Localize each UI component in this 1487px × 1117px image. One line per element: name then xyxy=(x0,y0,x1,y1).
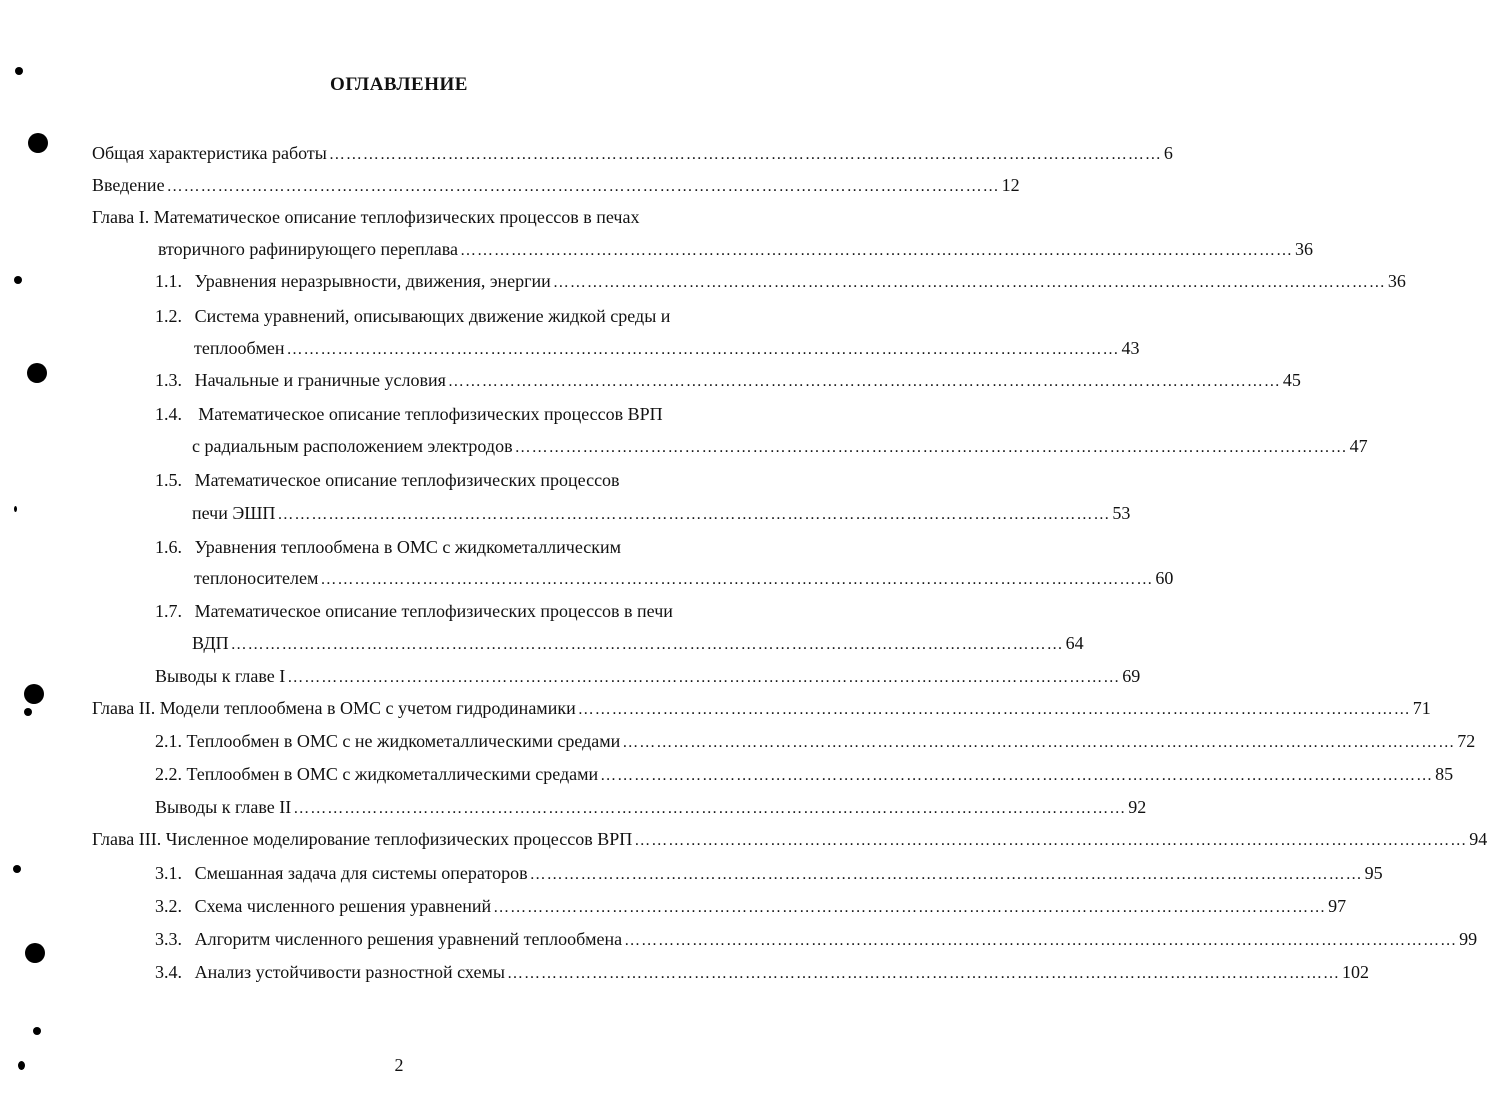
toc-entry[interactable] xyxy=(155,928,1478,952)
toc-entry-title: 2.1. Теплообмен в ОМС с не жидкометаллическими средами xyxy=(155,731,621,751)
toc-entry-title: вторичного рафинирующего переплава xyxy=(158,239,458,259)
dot-leader: ………………………………………………………………………………………………………………………………… xyxy=(287,669,1121,686)
toc-page-number: 36 xyxy=(1387,271,1406,291)
scan-speck xyxy=(14,276,22,284)
toc-entry[interactable] xyxy=(155,862,1383,886)
page-number: 2 xyxy=(394,1055,404,1075)
dot-leader: ………………………………………………………………………………………………………………………………… xyxy=(600,767,1434,784)
toc-entry-title: Алгоритм численного решения уравнений теплообмена xyxy=(194,929,623,949)
toc-section-number: 1.7. xyxy=(155,601,182,621)
toc-section-number: 3.2. xyxy=(155,896,182,916)
toc-page-number: 45 xyxy=(1282,370,1301,390)
toc-entry-title: Глава II. Модели теплообмена в ОМС с учетом гидродинамики xyxy=(92,698,576,718)
toc-entry-title: Общая характеристика работы xyxy=(92,143,327,163)
dot-leader: ………………………………………………………………………………………………………………………………… xyxy=(624,932,1458,949)
toc-page-number: 47 xyxy=(1349,436,1368,456)
toc-entry-title: Уравнения неразрывности, движения, энергии xyxy=(194,271,551,291)
toc-entry[interactable] xyxy=(192,502,1131,526)
toc-page-number: 95 xyxy=(1364,863,1383,883)
toc-entry[interactable] xyxy=(194,567,1174,591)
dot-leader: ………………………………………………………………………………………………………………………………… xyxy=(286,341,1120,358)
toc-section-number: 3.1. xyxy=(155,863,182,883)
toc-page-number: 71 xyxy=(1412,698,1431,718)
toc-entry-title: ВДП xyxy=(192,633,229,653)
toc-page-number: 36 xyxy=(1294,239,1313,259)
toc-entry[interactable] xyxy=(92,174,1020,198)
toc-page-number: 102 xyxy=(1341,962,1369,982)
toc-page-number: 43 xyxy=(1121,338,1140,358)
dot-leader: ………………………………………………………………………………………………………………………………… xyxy=(552,274,1386,291)
toc-section-number: 1.4. xyxy=(155,404,182,424)
toc-entry[interactable] xyxy=(155,730,1476,754)
toc-section-number: 3.4. xyxy=(155,962,182,982)
toc-entry-line xyxy=(155,600,673,622)
dot-leader: ………………………………………………………………………………………………………………………………… xyxy=(459,242,1293,259)
dot-leader: ………………………………………………………………………………………………………………………………… xyxy=(493,899,1327,916)
toc-entry-title: Математическое описание теплофизических процессов ВРП xyxy=(198,404,663,424)
toc-entry[interactable] xyxy=(155,763,1454,787)
punch-hole xyxy=(28,133,48,153)
toc-page-number: 53 xyxy=(1112,503,1131,523)
toc-entry-title: теплообмен xyxy=(194,338,285,358)
toc-page-number: 92 xyxy=(1128,797,1147,817)
toc-entry-title: теплоносителем xyxy=(194,568,319,588)
punch-hole xyxy=(25,943,45,963)
dot-leader: ………………………………………………………………………………………………………………………………… xyxy=(506,965,1340,982)
dot-leader: ………………………………………………………………………………………………………………………………… xyxy=(293,800,1127,817)
dot-leader: ………………………………………………………………………………………………………………………………… xyxy=(634,832,1468,849)
toc-section-number: 1.2. xyxy=(155,306,182,326)
toc-entry-line xyxy=(155,305,670,327)
toc-entry-line xyxy=(155,469,620,491)
toc-entry-title: Смешанная задача для системы операторов xyxy=(194,863,528,883)
toc-section-number: 1.3. xyxy=(155,370,182,390)
toc-entry[interactable] xyxy=(158,238,1313,262)
toc-entry-title: Введение xyxy=(92,175,165,195)
toc-entry[interactable] xyxy=(192,435,1368,459)
toc-entry-title: с радиальным расположением электродов xyxy=(192,436,513,456)
dot-leader: ………………………………………………………………………………………………………………………………… xyxy=(514,439,1348,456)
toc-section-number: 1.6. xyxy=(155,537,182,557)
dot-leader: ………………………………………………………………………………………………………………………………… xyxy=(166,178,1000,195)
toc-page-number: 97 xyxy=(1328,896,1347,916)
scan-speck xyxy=(14,506,17,512)
toc-entry-title: Глава III. Численное моделирование теплофизических процессов ВРП xyxy=(92,829,633,849)
dot-leader: ………………………………………………………………………………………………………………………………… xyxy=(230,636,1064,653)
toc-page-number: 12 xyxy=(1001,175,1020,195)
toc-entry[interactable] xyxy=(155,665,1141,689)
toc-entry[interactable] xyxy=(155,270,1406,294)
toc-page-number: 64 xyxy=(1065,633,1084,653)
scan-speck xyxy=(33,1027,41,1035)
toc-entry[interactable] xyxy=(192,632,1084,656)
toc-entry[interactable] xyxy=(155,369,1301,393)
toc-page-number: 94 xyxy=(1469,829,1487,849)
toc-entry-title: Уравнения теплообмена в ОМС с жидкометаллическим xyxy=(194,537,622,557)
dot-leader: ………………………………………………………………………………………………………………………………… xyxy=(328,146,1162,163)
toc-entry[interactable] xyxy=(92,142,1173,166)
punch-hole xyxy=(24,684,44,704)
toc-entry-title: печи ЭШП xyxy=(192,503,276,523)
toc-entry-title: Начальные и граничные условия xyxy=(194,370,446,390)
toc-entry-line xyxy=(155,536,621,558)
toc-chapter-title: Глава I. Математическое описание теплофизических процессов в печах xyxy=(92,207,640,227)
dot-leader: ………………………………………………………………………………………………………………………………… xyxy=(577,701,1411,718)
toc-entry-title: Схема численного решения уравнений xyxy=(194,896,492,916)
toc-entry[interactable] xyxy=(155,961,1369,985)
toc-section-number: 1.1. xyxy=(155,271,182,291)
toc-section-number: 1.5. xyxy=(155,470,182,490)
toc-entry[interactable] xyxy=(194,337,1140,361)
toc-entry-title: Математическое описание теплофизических процессов в печи xyxy=(194,601,673,621)
toc-page-number: 60 xyxy=(1155,568,1174,588)
toc-entry-line xyxy=(155,403,663,425)
toc-section-number: 3.3. xyxy=(155,929,182,949)
punch-hole xyxy=(27,363,47,383)
dot-leader: ………………………………………………………………………………………………………………………………… xyxy=(320,571,1154,588)
page-title: ОГЛАВЛЕНИЕ xyxy=(330,74,468,95)
toc-entry-title: Система уравнений, описывающих движение жидкой среды и xyxy=(194,306,671,326)
toc-entry[interactable] xyxy=(155,895,1347,919)
toc-page-number: 85 xyxy=(1435,764,1454,784)
toc-entry[interactable] xyxy=(155,796,1147,820)
dot-leader: ………………………………………………………………………………………………………………………………… xyxy=(529,866,1363,883)
toc-entry-title: Математическое описание теплофизических процессов xyxy=(194,470,620,490)
toc-entry-title: 2.2. Теплообмен в ОМС с жидкометаллическими средами xyxy=(155,764,599,784)
toc-entry[interactable] xyxy=(92,828,1487,852)
toc-entry-title: Выводы к главе I xyxy=(155,666,286,686)
toc-page-number: 99 xyxy=(1459,929,1478,949)
dot-leader: ………………………………………………………………………………………………………………………………… xyxy=(622,734,1456,751)
dot-leader: ………………………………………………………………………………………………………………………………… xyxy=(277,506,1111,523)
toc-page-number: 6 xyxy=(1163,143,1173,163)
toc-entry-title: Выводы к главе II xyxy=(155,797,292,817)
toc-entry[interactable] xyxy=(92,697,1431,721)
toc-entry-title: Анализ устойчивости разностной схемы xyxy=(194,962,505,982)
dot-leader: ………………………………………………………………………………………………………………………………… xyxy=(447,373,1281,390)
toc-page-number: 72 xyxy=(1457,731,1476,751)
toc-page-number: 69 xyxy=(1122,666,1141,686)
scan-speck xyxy=(13,865,21,873)
scan-speck xyxy=(24,708,32,716)
